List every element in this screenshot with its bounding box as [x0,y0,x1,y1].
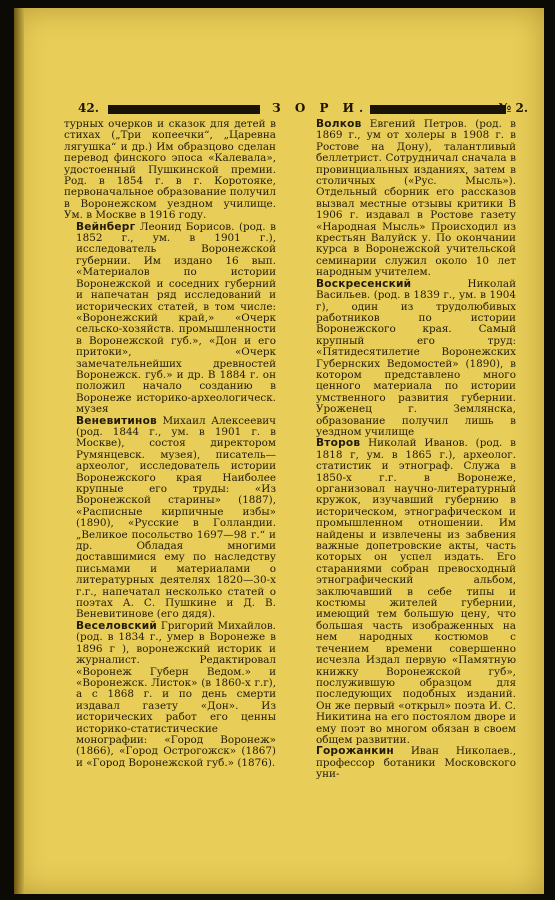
entry-text: Михаил Алексеевич (род. 1844 г., ум. в 1901 г. в Москве), состоя директором Румянцевск. музея), писатель—археолог, исследователь истории Воронежского края Наиболее крупные его труды: «Из Воронежской старины» (1887), «Расписные кирпичные избы» (1890), «Русские в Голландии. „Великое посольство 1697—98 г.“ и др. Обладая многими доставшимися ему по наследству письмами и материалами о литературных деятелях 1820—30-х г.г., напечатал несколько статей о поэтах А. С. Пушкине и Д. В. Веневитинове (его дядя). [76,414,276,621]
page-header [78,100,536,120]
entry-name: Вейнберг [76,220,136,233]
entry-text: Евгений Петров. (род. в 1869 г., ум от холеры в 1908 г. в Ростове на Дону), талантливый беллетрист. Сотрудничал сначала в провинциальных изданиях, затем в столичных («Рус. Мысль»). Отдельный сборник его рассказов вызвал местные отзывы критики В 1906 г. издавал в Ростове газету «Народная Мысль» Происходил из крестьян Валуйск у. По окончании курса в Воронежской учительской семинарии служил около 10 лет народным учителем. [316,118,516,279]
header-rule-right [370,105,506,114]
entry-text: Иван Николаев., профессор ботаники Московского уни- [316,745,516,781]
journal-title: З О Р И. [272,101,369,115]
entry-name: Веневитинов [76,414,157,427]
entry-name: Второв [316,437,361,450]
left-column [64,119,276,769]
entry-text: турных очерков и сказок для детей в стихах („Три копеечки“, „Царевна лягушка“ и др.) Им образцово сделан перевод финского эпоса «Калевала», удостоенный Пушкинской премии. Род. в 1854 г. в г. Коротояке, первоначальное образование получил в Воронежском уездном училище. Ум. в Москве в 1916 году. [64,118,276,222]
entry [64,621,276,769]
entry-text: Григорий Михайлов. (род. в 1834 г., умер в Воронеже в 1896 г ), воронежский историк и журналист. Редактировал «Воронеж Губерн Ведом.» и «Воронежск. Листок» (в 1860-х г.г), а с 1868 г. и по день смерти издавал газету «Дон». Из исторических работ его ценны историко-статистические монографии: «Город Воронеж» (1866), «Город Острогожск» (1867) и «Город Воронежской губ.» (1876). [76,619,276,769]
entry-text: Николай Васильев. (род. в 1839 г., ум. в 1904 г), один из трудолюбивых работников по истории Воронежского края. Самый крупный его труд: «Пятидесятилетие Воронежских Губернских Ведомостей» (1890), в котором представлено много ценного материала по истории умственного развития губернии. Уроженец г. Землянска, образование получил лишь в уездном училище [316,277,516,438]
entry-name: Горожанкин [316,745,394,758]
right-column [304,119,516,781]
entry-text: Леонид Борисов. (род. в 1852 г., ум. в 1901 г.), исследователь Воронежской губернии. Им издано 16 вып. «Материалов по истории Воронежской и соседних губерний и напечатан ряд исследований и исторических статей, в том числе: «Воронежский край,» «Очерк сельско-хозяйств. промышленности в Воронежской губ.», «Дон и его притоки», «Очерк замечательнейших древностей Воронежск. губ.» и др. В 1884 г. он положил начало созданию в Воронеже историко-археологическ. музея [76,220,276,416]
entry-text: Николай Иванов. (род. в 1818 г, ум. в 1865 г.), археолог. статистик и этнограф. Служа в 1850-х г.г. в Воронеже, организовал научно-литературный кружок, изучавший губернию в историческом, этнографическом и промышленном отношении. Им найдены и извлечены из забвения важные допетровские акты, часть которых он успел издать. Его стараниями собран превосходный этнографический альбом, заключавший в себе типы и костюмы жителей губернии, имеющий тем большую цену, что большая часть изображенных на нем народных костюмов с течением времени совершенно исчезла Издал первую «Памятную книжку Воронежской губ», послужившую образцом для последующих подобных изданий. Он же первый «открыл» поэта И. С. Никитина на его постоялом дворе и ему поэт во многом обязан в своем общем развитии. [316,437,516,746]
entry [304,746,516,780]
entry [64,119,276,222]
entry [304,438,516,746]
entry-name: Волков [316,118,362,130]
entry [64,416,276,621]
entry [304,119,516,279]
entry-name: Веселовский [76,619,157,632]
binding-edge [14,8,24,894]
entry [304,279,516,439]
entry [64,222,276,416]
entry-name: Воскресенский [316,277,412,290]
page-number: 42. [78,101,99,115]
issue-number: № 2. [498,101,528,115]
header-rule-left [108,105,260,114]
